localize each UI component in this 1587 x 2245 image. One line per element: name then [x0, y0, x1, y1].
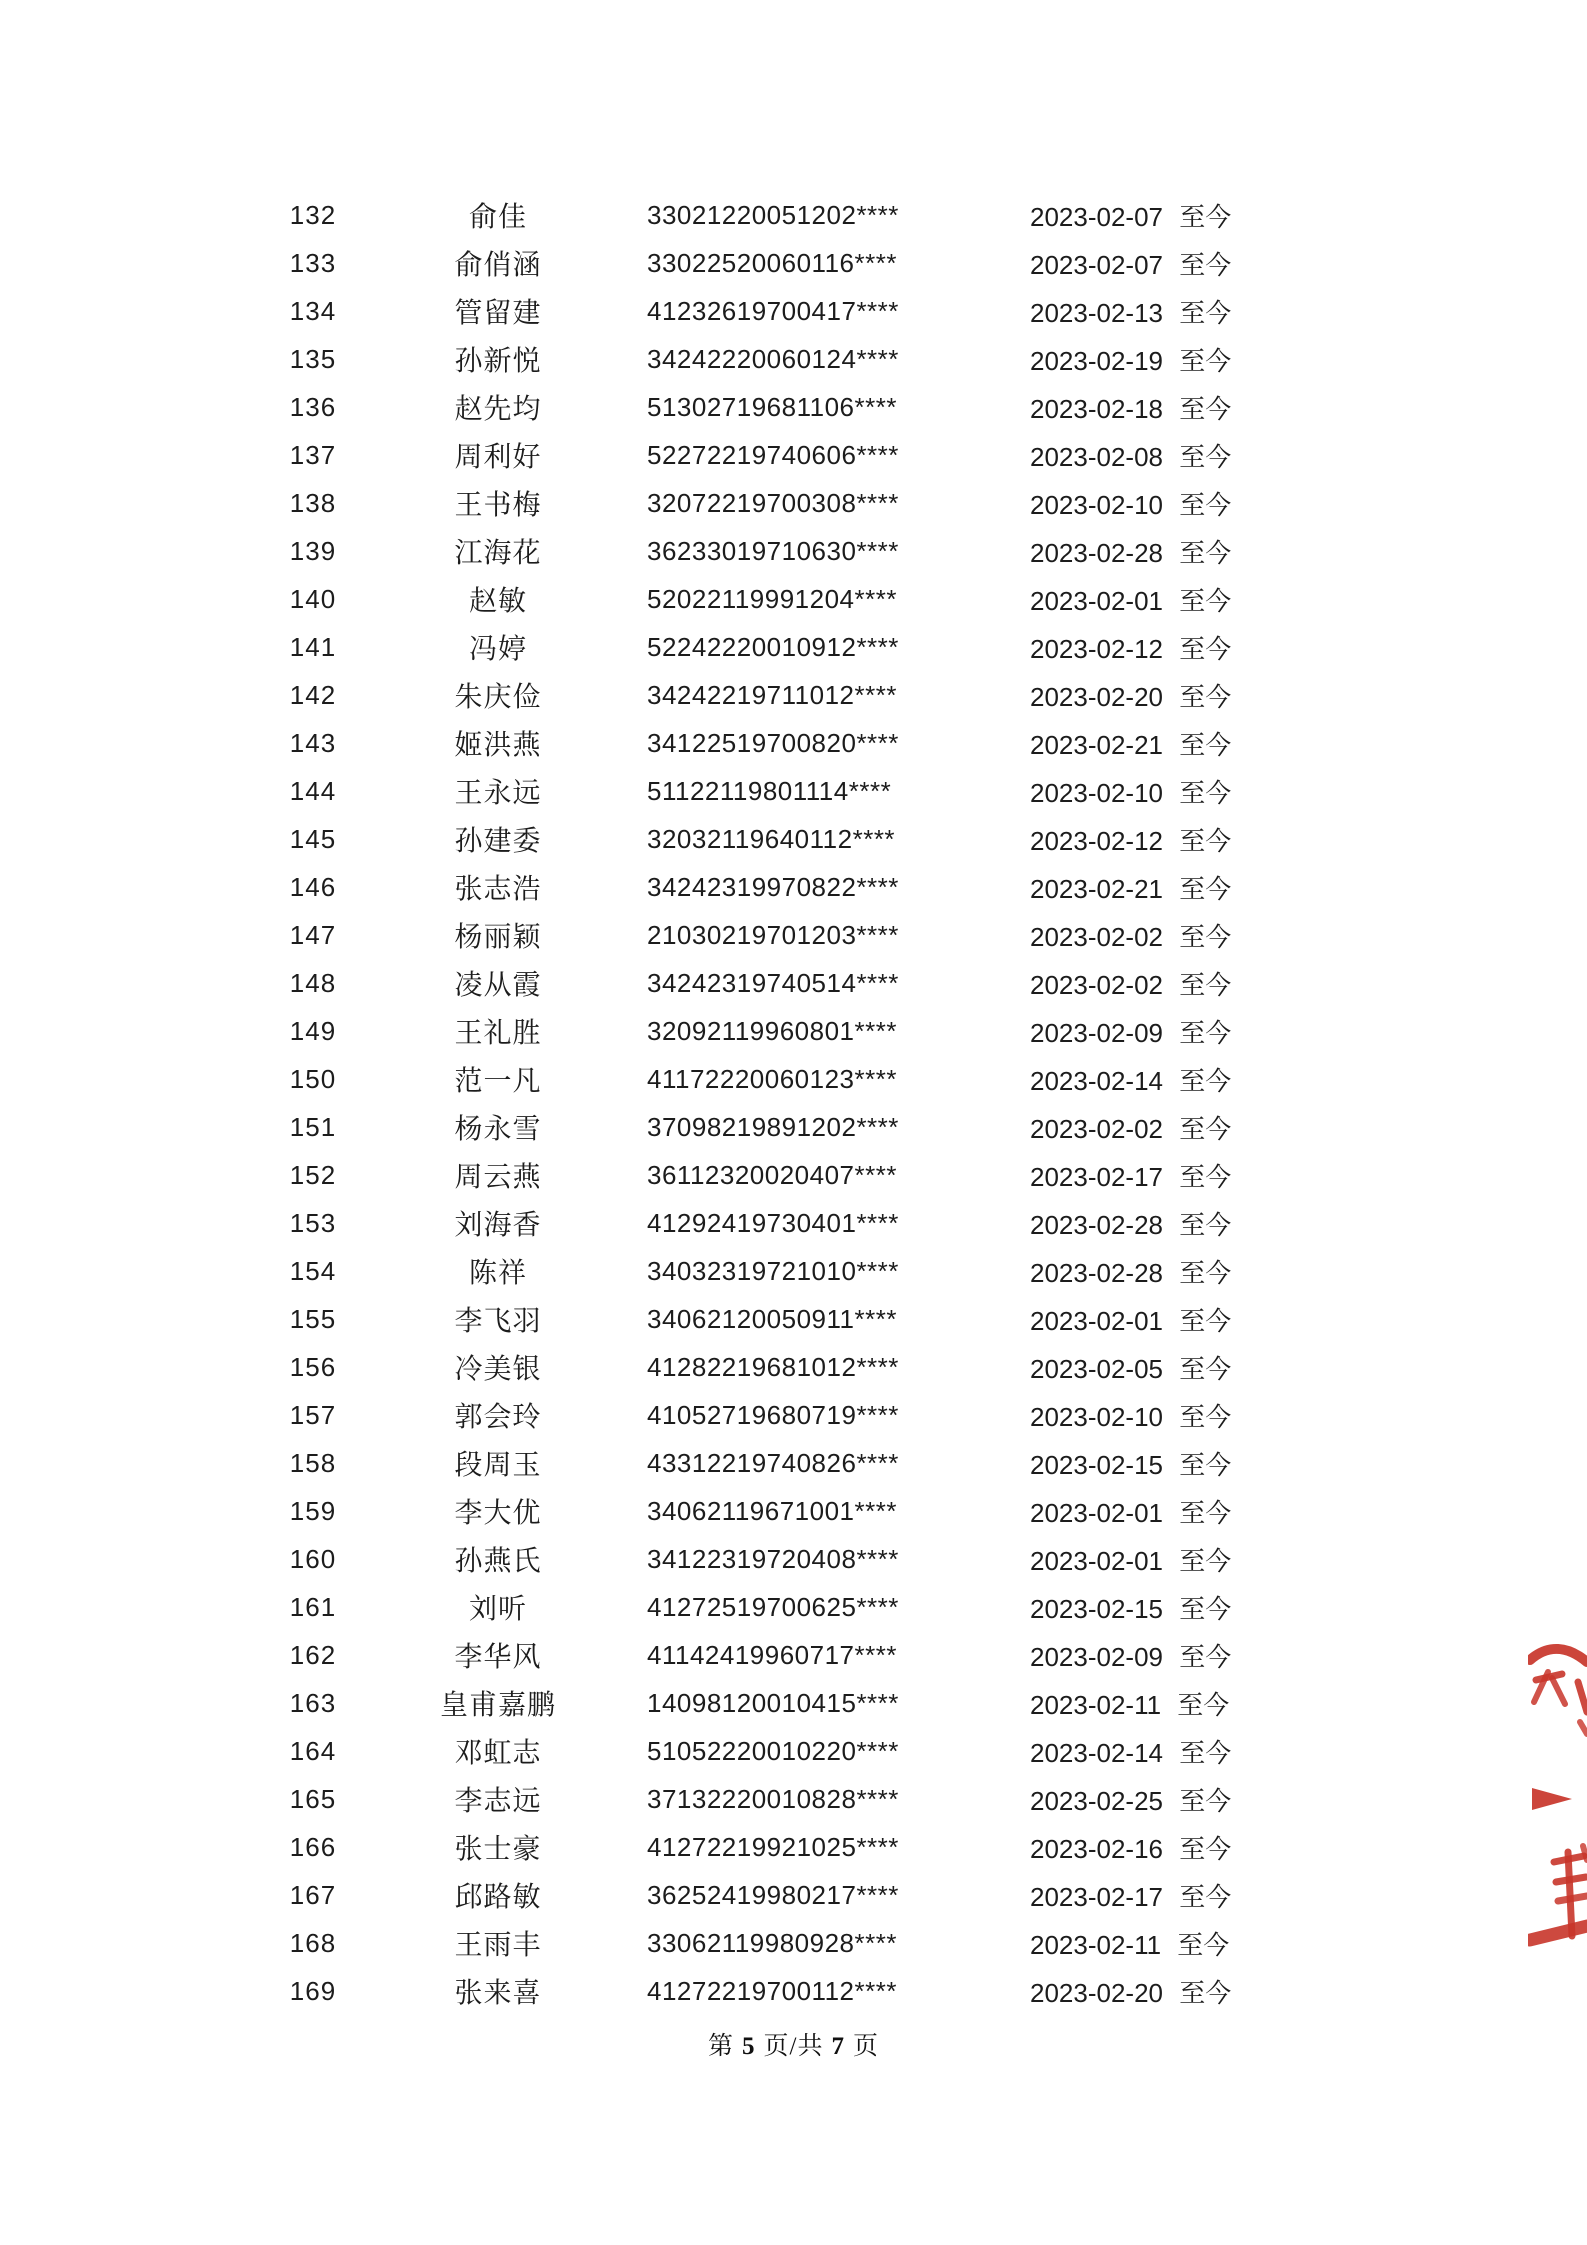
id-number-masked: 41172220060123****: [647, 1063, 897, 1094]
table-row: [230, 1535, 1280, 1583]
person-name: 管留建: [454, 297, 542, 328]
row-number: 147: [289, 919, 337, 950]
validity-period: 2023-02-15 至今: [1030, 1593, 1232, 1624]
validity-period: 2023-02-02 至今: [1030, 1113, 1232, 1144]
row-number: 160: [289, 1543, 337, 1574]
id-number-masked: 51052220010220****: [647, 1735, 899, 1766]
person-name: 张志浩: [454, 873, 542, 904]
validity-period: 2023-02-02 至今: [1030, 969, 1232, 1000]
table-row: [230, 1391, 1280, 1439]
row-number: 135: [289, 343, 337, 374]
person-name: 范一凡: [454, 1065, 542, 1096]
id-number-masked: 43312219740826****: [647, 1447, 899, 1478]
table-row: [230, 1775, 1280, 1823]
row-number: 144: [289, 775, 337, 806]
person-name: 冷美银: [454, 1353, 542, 1384]
validity-period: 2023-02-14 至今: [1030, 1065, 1232, 1096]
footer-suffix: 页: [852, 2033, 879, 2060]
row-number: 165: [289, 1783, 337, 1814]
table-row: [230, 1007, 1280, 1055]
table-row: [230, 719, 1280, 767]
id-number-masked: 33062119980928****: [647, 1927, 897, 1958]
id-number-masked: 32032119640112****: [647, 823, 896, 854]
table-row: [230, 191, 1280, 239]
table-row: [230, 767, 1280, 815]
row-number: 158: [289, 1447, 337, 1478]
row-number: 136: [289, 391, 337, 422]
id-number-masked: 41052719680719****: [647, 1399, 899, 1430]
table-row: [230, 815, 1280, 863]
validity-period: 2023-02-28 至今: [1030, 1209, 1232, 1240]
person-name: 邱路敏: [454, 1881, 542, 1912]
id-number-masked: 36252419980217****: [647, 1879, 899, 1910]
validity-period: 2023-02-01 至今: [1030, 585, 1232, 616]
person-name: 江海花: [454, 537, 542, 568]
id-number-masked: 34242220060124****: [647, 343, 899, 374]
table-row: [230, 479, 1280, 527]
row-number: 161: [289, 1591, 337, 1622]
validity-period: 2023-02-25 至今: [1030, 1785, 1232, 1816]
id-number-masked: 34122319720408****: [647, 1543, 899, 1574]
table-row: [230, 1103, 1280, 1151]
person-name: 王永远: [454, 777, 542, 808]
id-number-masked: 41232619700417****: [647, 295, 899, 326]
id-number-masked: 34242319740514****: [647, 967, 899, 998]
table-row: [230, 1631, 1280, 1679]
table-row: [230, 623, 1280, 671]
roster-table: [230, 191, 1280, 2015]
validity-period: 2023-02-01 至今: [1030, 1545, 1232, 1576]
person-name: 张士豪: [454, 1833, 542, 1864]
row-number: 154: [289, 1255, 337, 1286]
row-number: 169: [289, 1975, 337, 2006]
id-number-masked: 34242219711012****: [647, 679, 897, 710]
id-number-masked: 37132220010828****: [647, 1783, 899, 1814]
id-number-masked: 52242220010912****: [647, 631, 899, 662]
person-name: 赵敏: [468, 585, 527, 616]
validity-period: 2023-02-12 至今: [1030, 825, 1232, 856]
validity-period: 2023-02-28 至今: [1030, 537, 1232, 568]
table-row: [230, 959, 1280, 1007]
page-footer: [0, 2026, 1587, 2062]
table-row: [230, 1055, 1280, 1103]
validity-period: 2023-02-11 至今: [1030, 1689, 1230, 1720]
footer-total-pages: 7: [831, 2033, 845, 2060]
table-row: [230, 1871, 1280, 1919]
person-name: 王礼胜: [454, 1017, 542, 1048]
footer-prefix: 第: [708, 2033, 735, 2060]
person-name: 周云燕: [454, 1161, 542, 1192]
person-name: 俞俏涵: [454, 249, 542, 280]
validity-period: 2023-02-17 至今: [1030, 1161, 1232, 1192]
validity-period: 2023-02-05 至今: [1030, 1353, 1232, 1384]
table-row: [230, 1247, 1280, 1295]
id-number-masked: 33022520060116****: [647, 247, 897, 278]
id-number-masked: 37098219891202****: [647, 1111, 899, 1142]
id-number-masked: 41272219700112****: [647, 1975, 897, 2006]
validity-period: 2023-02-10 至今: [1030, 777, 1232, 808]
row-number: 145: [289, 823, 337, 854]
row-number: 132: [289, 199, 337, 230]
validity-period: 2023-02-16 至今: [1030, 1833, 1232, 1864]
table-row: [230, 1487, 1280, 1535]
validity-period: 2023-02-17 至今: [1030, 1881, 1232, 1912]
table-row: [230, 431, 1280, 479]
table-row: [230, 287, 1280, 335]
person-name: 王雨丰: [454, 1929, 542, 1960]
person-name: 李志远: [454, 1785, 542, 1816]
row-number: 157: [289, 1399, 337, 1430]
id-number-masked: 34032319721010****: [647, 1255, 899, 1286]
table-row: [230, 335, 1280, 383]
person-name: 冯婷: [468, 633, 527, 664]
row-number: 143: [289, 727, 337, 758]
validity-period: 2023-02-28 至今: [1030, 1257, 1232, 1288]
validity-period: 2023-02-07 至今: [1030, 249, 1232, 280]
person-name: 李飞羽: [454, 1305, 542, 1336]
person-name: 刘海香: [454, 1209, 542, 1240]
person-name: 刘听: [468, 1593, 527, 1624]
row-number: 151: [289, 1111, 337, 1142]
person-name: 周利好: [454, 441, 542, 472]
table-row: [230, 1343, 1280, 1391]
id-number-masked: 14098120010415****: [647, 1687, 899, 1718]
id-number-masked: 34062120050911****: [647, 1303, 897, 1334]
id-number-masked: 41142419960717****: [647, 1639, 897, 1670]
table-row: [230, 911, 1280, 959]
id-number-masked: 51302719681106****: [647, 391, 897, 422]
id-number-masked: 41272519700625****: [647, 1591, 899, 1622]
person-name: 李华风: [454, 1641, 542, 1672]
validity-period: 2023-02-21 至今: [1030, 873, 1232, 904]
row-number: 159: [289, 1495, 337, 1526]
table-row: [230, 1679, 1280, 1727]
validity-period: 2023-02-12 至今: [1030, 633, 1232, 664]
row-number: 146: [289, 871, 337, 902]
validity-period: 2023-02-10 至今: [1030, 1401, 1232, 1432]
validity-period: 2023-02-09 至今: [1030, 1641, 1232, 1672]
row-number: 148: [289, 967, 337, 998]
id-number-masked: 51122119801114****: [647, 775, 892, 806]
table-row: [230, 1823, 1280, 1871]
row-number: 155: [289, 1303, 337, 1334]
table-row: [230, 671, 1280, 719]
row-number: 167: [289, 1879, 337, 1910]
row-number: 141: [289, 631, 337, 662]
person-name: 李大优: [454, 1497, 542, 1528]
person-name: 杨丽颖: [454, 921, 542, 952]
id-number-masked: 41282219681012****: [647, 1351, 899, 1382]
id-number-masked: 32072219700308****: [647, 487, 899, 518]
validity-period: 2023-02-02 至今: [1030, 921, 1232, 952]
row-number: 149: [289, 1015, 337, 1046]
footer-mid: 页/共: [763, 2033, 824, 2060]
row-number: 134: [289, 295, 337, 326]
table-row: [230, 239, 1280, 287]
person-name: 孙燕氏: [454, 1545, 542, 1576]
id-number-masked: 52022119991204****: [647, 583, 897, 614]
person-name: 张来喜: [454, 1977, 542, 2008]
person-name: 杨永雪: [454, 1113, 542, 1144]
validity-period: 2023-02-07 至今: [1030, 201, 1232, 232]
id-number-masked: 41292419730401****: [647, 1207, 899, 1238]
person-name: 皇甫嘉鹏: [439, 1689, 556, 1720]
row-number: 166: [289, 1831, 337, 1862]
id-number-masked: 52272219740606****: [647, 439, 899, 470]
row-number: 137: [289, 439, 337, 470]
person-name: 赵先均: [454, 393, 542, 424]
validity-period: 2023-02-09 至今: [1030, 1017, 1232, 1048]
row-number: 138: [289, 487, 337, 518]
id-number-masked: 36233019710630****: [647, 535, 899, 566]
id-number-masked: 34062119671001****: [647, 1495, 897, 1526]
validity-period: 2023-02-20 至今: [1030, 681, 1232, 712]
table-row: [230, 383, 1280, 431]
person-name: 姬洪燕: [454, 729, 542, 760]
table-row: [230, 527, 1280, 575]
row-number: 163: [289, 1687, 337, 1718]
table-row: [230, 1727, 1280, 1775]
table-row: [230, 863, 1280, 911]
person-name: 凌从霞: [454, 969, 542, 1000]
footer-page-number: 5: [742, 2033, 756, 2060]
validity-period: 2023-02-15 至今: [1030, 1449, 1232, 1480]
person-name: 孙建委: [454, 825, 542, 856]
id-number-masked: 33021220051202****: [647, 199, 899, 230]
table-row: [230, 1151, 1280, 1199]
person-name: 段周玉: [454, 1449, 542, 1480]
validity-period: 2023-02-20 至今: [1030, 1977, 1232, 2008]
id-number-masked: 34122519700820****: [647, 727, 899, 758]
row-number: 139: [289, 535, 337, 566]
table-row: [230, 575, 1280, 623]
person-name: 陈祥: [468, 1257, 527, 1288]
table-row: [230, 1295, 1280, 1343]
person-name: 王书梅: [454, 489, 542, 520]
row-number: 142: [289, 679, 337, 710]
id-number-masked: 36112320020407****: [647, 1159, 897, 1190]
row-number: 156: [289, 1351, 337, 1382]
table-row: [230, 1919, 1280, 1967]
row-number: 153: [289, 1207, 337, 1238]
validity-period: 2023-02-14 至今: [1030, 1737, 1232, 1768]
validity-period: 2023-02-18 至今: [1030, 393, 1232, 424]
row-number: 140: [289, 583, 337, 614]
validity-period: 2023-02-21 至今: [1030, 729, 1232, 760]
validity-period: 2023-02-11 至今: [1030, 1929, 1230, 1960]
person-name: 孙新悦: [454, 345, 542, 376]
row-number: 164: [289, 1735, 337, 1766]
id-number-masked: 41272219921025****: [647, 1831, 899, 1862]
validity-period: 2023-02-10 至今: [1030, 489, 1232, 520]
person-name: 郭会玲: [454, 1401, 542, 1432]
person-name: 俞佳: [468, 201, 527, 232]
validity-period: 2023-02-08 至今: [1030, 441, 1232, 472]
person-name: 朱庆俭: [454, 681, 542, 712]
row-number: 150: [289, 1063, 337, 1094]
row-number: 152: [289, 1159, 337, 1190]
validity-period: 2023-02-01 至今: [1030, 1305, 1232, 1336]
id-number-masked: 34242319970822****: [647, 871, 899, 902]
validity-period: 2023-02-01 至今: [1030, 1497, 1232, 1528]
table-row: [230, 1439, 1280, 1487]
red-seal-fragment: [1528, 1638, 1587, 1968]
validity-period: 2023-02-19 至今: [1030, 345, 1232, 376]
table-row: [230, 1967, 1280, 2015]
validity-period: 2023-02-13 至今: [1030, 297, 1232, 328]
table-row: [230, 1199, 1280, 1247]
table-row: [230, 1583, 1280, 1631]
row-number: 162: [289, 1639, 337, 1670]
row-number: 168: [289, 1927, 337, 1958]
person-name: 邓虹志: [454, 1737, 542, 1768]
id-number-masked: 21030219701203****: [647, 919, 899, 950]
row-number: 133: [289, 247, 337, 278]
id-number-masked: 32092119960801****: [647, 1015, 897, 1046]
